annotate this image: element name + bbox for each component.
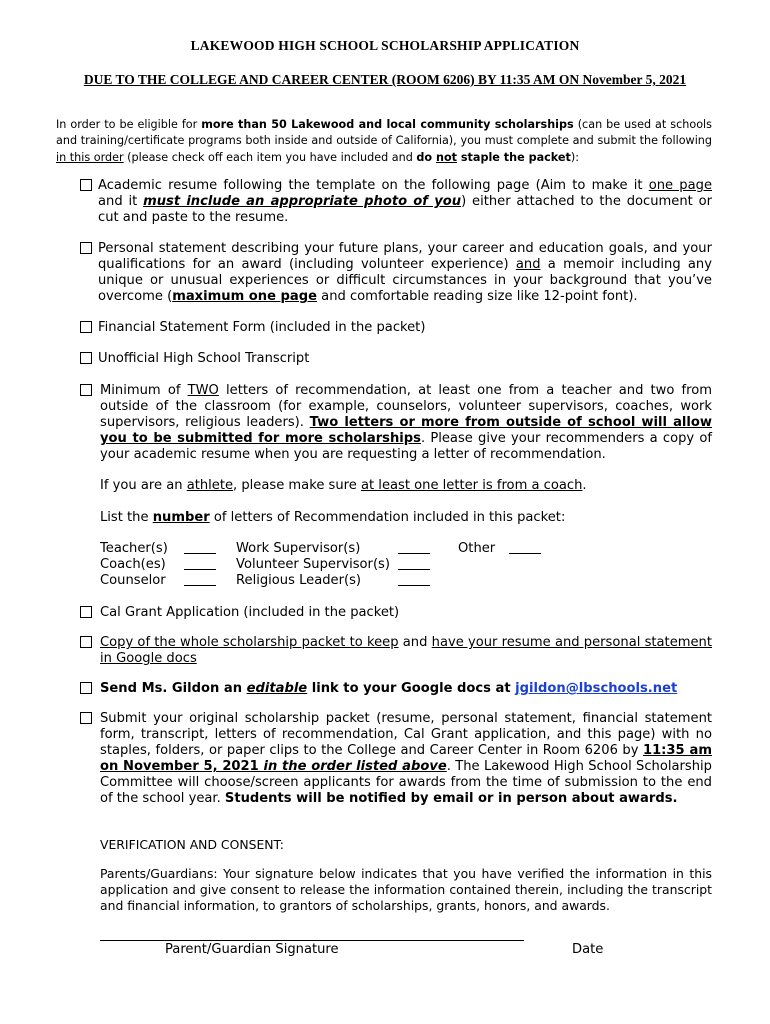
checkbox-cal-grant[interactable] (80, 606, 92, 618)
letter-count-prompt: List the number of letters of Recommendation included in this packet: (100, 510, 566, 525)
checklist-item-transcript: Unofficial High School Transcript (80, 351, 712, 367)
checkbox-send-link[interactable] (80, 682, 92, 694)
checkbox-submit[interactable] (80, 712, 92, 724)
checklist-item-copy: Copy of the whole scholarship packet to keep and have your resume and personal statement in Google docs (80, 635, 712, 667)
checkbox-resume[interactable] (80, 179, 92, 191)
intro-paragraph: In order to be eligible for more than 50 Lakewood and local community scholarships (can be used at schools and training/certificate programs both inside and outside of California), you must complete and submit the following in this order (please check off each item you have included and do not staple the packet): (56, 118, 712, 164)
checklist-item-letters: Minimum of TWO letters of recommendation, at least one from a teacher and two from outside of the classroom (for example, counselors, volunteer supervisors, coaches, work supervisors, religious leaders). Two letters or more from outside of school will allow you to be submitted for more scholarships. Please give your recommenders a copy of your academic resume when you are requesting a letter of recommendation. (80, 383, 712, 463)
role-work-supervisor: Work Supervisor(s) (236, 541, 361, 556)
email-link[interactable]: jgildon@lbschools.net (515, 681, 678, 696)
role-religious-leader: Religious Leader(s) (236, 573, 362, 588)
page-title: LAKEWOOD HIGH SCHOOL SCHOLARSHIP APPLICATION (190, 38, 580, 53)
signature-line[interactable] (100, 940, 524, 941)
role-teacher: Teacher(s) (100, 541, 168, 556)
volunteer-supervisor-count-field[interactable] (398, 557, 430, 570)
due-date-notice: DUE TO THE COLLEGE AND CAREER CENTER (ROOM 6206) BY 11:35 AM ON November 5, 2021 (83, 72, 687, 87)
role-counselor: Counselor (100, 573, 166, 588)
checkbox-letters[interactable] (80, 384, 92, 396)
checkbox-copy[interactable] (80, 636, 92, 648)
role-coach: Coach(es) (100, 557, 166, 572)
checklist-item-personal-statement: Personal statement describing your future plans, your career and education goals, and your qualifications for an award (including volunteer experience) and a memoir including any unique or unusual experiences or difficult circumstances in your background that you’ve overcome (maximum one page and comfortable reading size like 12-point font). (80, 241, 712, 305)
work-supervisor-count-field[interactable] (398, 541, 430, 554)
athlete-note: If you are an athlete, please make sure at least one letter is from a coach. (100, 478, 587, 493)
teacher-count-field[interactable] (184, 541, 216, 554)
coach-count-field[interactable] (184, 557, 216, 570)
checklist-item-resume: Academic resume following the template on the following page (Aim to make it one page and it must include an appropriate photo of you) either attached to the document or cut and paste to the resume. (80, 178, 712, 226)
other-count-field[interactable] (509, 541, 541, 554)
religious-leader-count-field[interactable] (398, 573, 430, 586)
signature-label: Parent/Guardian Signature (165, 942, 339, 957)
counselor-count-field[interactable] (184, 573, 216, 586)
date-label: Date (572, 942, 604, 957)
role-other: Other (458, 541, 496, 556)
checklist-item-cal-grant: Cal Grant Application (included in the packet) (80, 605, 712, 621)
role-volunteer-supervisor: Volunteer Supervisor(s) (236, 557, 390, 572)
checkbox-personal-statement[interactable] (80, 242, 92, 254)
checkbox-transcript[interactable] (80, 352, 92, 364)
checklist-item-financial: Financial Statement Form (included in the packet) (80, 320, 712, 336)
checkbox-financial[interactable] (80, 321, 92, 333)
verification-heading: VERIFICATION AND CONSENT: (100, 837, 284, 852)
checklist-item-submit: Submit your original scholarship packet (resume, personal statement, financial statement form, transcript, letters of recommendation, Cal Grant application, and this page) with no staples, folders, or paper clips to the College and Career Center in Room 6206 by 11:35 am on November 5, 2021 in the order listed above. The Lakewood High School Scholarship Committee will choose/screen applicants for awards from the time of submission to the end of the school year. Students will be notified by email or in person about awards. (80, 711, 712, 807)
consent-paragraph: Parents/Guardians: Your signature below indicates that you have verified the information in this application and give consent to release the information contained therein, including the transcript and financial information, to grantors of scholarships, grants, honors, and awards. (100, 866, 712, 913)
checklist-item-send-link: Send Ms. Gildon an editable link to your Google docs at jgildon@lbschools.net (80, 681, 712, 697)
